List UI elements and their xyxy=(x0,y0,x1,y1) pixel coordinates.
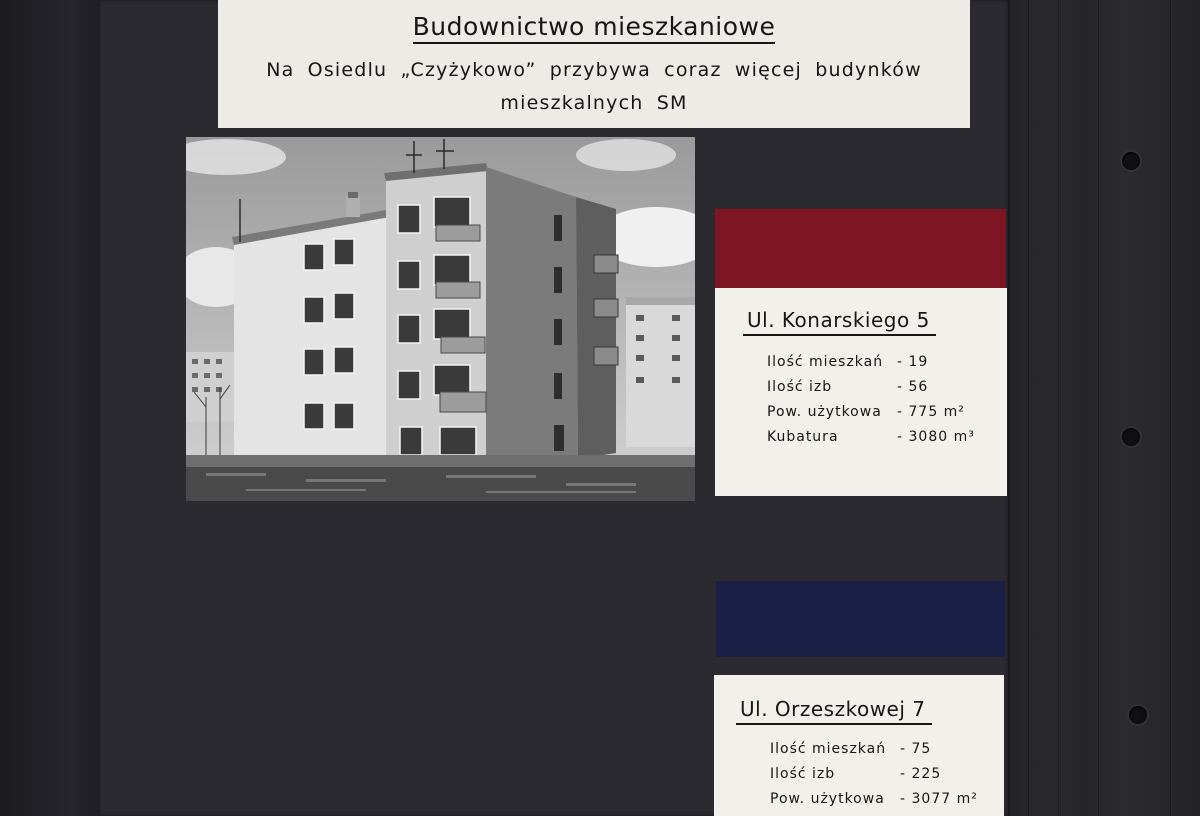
apartment-building-photo xyxy=(186,137,695,501)
subtitle-line-1: Na Osiedlu „Czyżykowo” przybywa coraz więcej budynków xyxy=(266,59,922,81)
binder-hole-icon xyxy=(1122,428,1140,446)
stat-value: - 75 xyxy=(900,740,932,757)
binder-divider xyxy=(1058,0,1059,816)
stat-label: Kubatura xyxy=(767,428,839,445)
binder-divider xyxy=(1098,0,1099,816)
stat-value: - 775 m² xyxy=(897,403,965,420)
stat-row xyxy=(770,761,978,786)
binder-hole-icon xyxy=(1129,706,1147,724)
page-title: Budownictwo mieszkaniowe xyxy=(413,12,776,44)
stat-value: - 3077 m² xyxy=(900,790,978,807)
building-stats xyxy=(770,736,978,811)
stat-value: - 225 xyxy=(900,765,942,782)
stat-value: - 56 xyxy=(897,378,929,395)
stat-row xyxy=(767,349,975,374)
stat-label: Ilość izb xyxy=(770,765,836,782)
navy-color-band xyxy=(716,581,1005,657)
album-binder xyxy=(1010,0,1200,816)
binder-divider xyxy=(1170,0,1171,816)
stat-label: Pow. użytkowa xyxy=(770,790,885,807)
subtitle-line-2: mieszkalnych SM xyxy=(500,92,688,114)
stat-row xyxy=(770,786,978,811)
red-color-band xyxy=(715,209,1006,288)
stat-row xyxy=(770,736,978,761)
stat-row xyxy=(767,374,975,399)
building-card-konarskiego xyxy=(715,288,1007,496)
stat-label: Ilość mieszkań xyxy=(767,353,884,370)
building-card-orzeszkowej xyxy=(714,675,1004,816)
stat-row xyxy=(767,399,975,424)
stat-label: Ilość izb xyxy=(767,378,833,395)
stat-label: Pow. użytkowa xyxy=(767,403,882,420)
stat-label: Ilość mieszkań xyxy=(770,740,887,757)
photo-illustration xyxy=(186,137,695,501)
building-stats xyxy=(767,349,975,449)
building-address: Ul. Orzeszkowej 7 xyxy=(736,697,932,725)
stat-row xyxy=(767,424,975,449)
album-left-edge xyxy=(0,0,100,816)
stat-value: - 3080 m³ xyxy=(897,428,975,445)
building-address: Ul. Konarskiego 5 xyxy=(743,308,936,336)
title-card xyxy=(218,0,970,128)
page-subtitle xyxy=(218,54,970,120)
stat-value: - 19 xyxy=(897,353,929,370)
binder-hole-icon xyxy=(1122,152,1140,170)
binder-divider xyxy=(1028,0,1029,816)
